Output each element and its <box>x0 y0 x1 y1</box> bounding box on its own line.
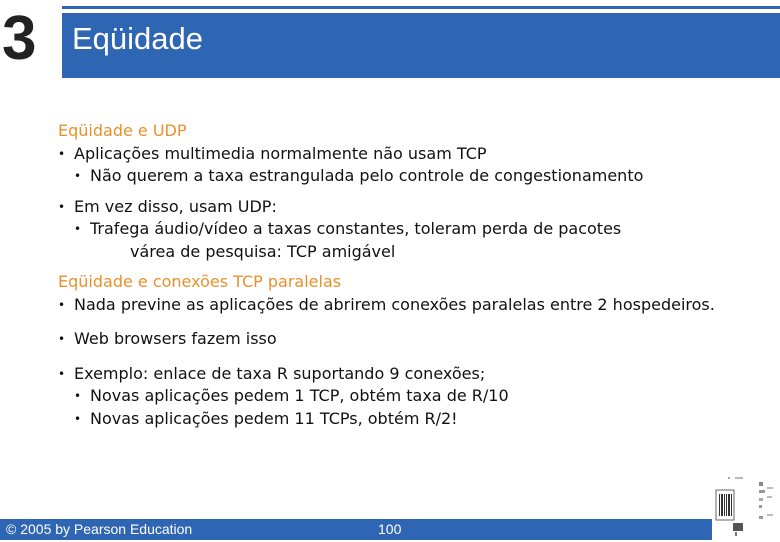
slide-title: Eqüidade <box>72 21 204 56</box>
title-banner <box>62 13 780 78</box>
bullet-icon: • <box>58 332 66 346</box>
bullet-icon: • <box>74 411 82 426</box>
footer-copyright: © 2005 by Pearson Education <box>6 521 193 537</box>
bullet-icon: • <box>74 169 82 183</box>
bullet-icon: • <box>58 199 66 214</box>
sub-bullet-continuation: várea de pesquisa: TCP amigável <box>130 241 396 261</box>
bullet-item: • Exemplo: enlace de taxa R suportando 9 conexões; <box>58 363 778 386</box>
chapter-number: 3 <box>2 4 37 73</box>
bullet-item: • Aplicações multimedia normalmente não usam TCP <box>58 143 778 166</box>
sub-bullet-item: • Trafega áudio/vídeo a taxas constantes, toleram perda de pacotes <box>58 218 778 241</box>
bullet-icon: • <box>74 389 82 403</box>
bullet-icon: • <box>58 366 66 381</box>
page-thumbnail-icon <box>715 472 777 538</box>
footer-bar <box>0 519 712 540</box>
sub-bullet-item: • Novas aplicações pedem 1 TCP, obtém taxa de R/10 <box>58 385 778 408</box>
section-heading-udp: Eqüidade e UDP <box>58 121 187 140</box>
bullet-icon: • <box>58 297 66 312</box>
page-number: 100 <box>378 521 402 537</box>
section-heading-parallel: Eqüidade e conexões TCP paralelas <box>58 272 342 291</box>
sub-bullet-item: • Novas aplicações pedem 11 TCPs, obtém R/2! <box>58 408 778 431</box>
bullet-item: • Web browsers fazem isso <box>58 328 778 351</box>
slide-content <box>58 120 778 430</box>
title-top-rule <box>62 6 780 9</box>
bullet-item: • Em vez disso, usam UDP: <box>58 196 778 219</box>
bullet-icon: • <box>58 146 66 161</box>
sub-bullet-item: • Não querem a taxa estrangulada pelo controle de congestionamento <box>58 165 778 188</box>
bullet-item: • Nada previne as aplicações de abrirem conexões paralelas entre 2 hospedeiros. <box>58 294 778 317</box>
bullet-icon: • <box>74 222 82 236</box>
